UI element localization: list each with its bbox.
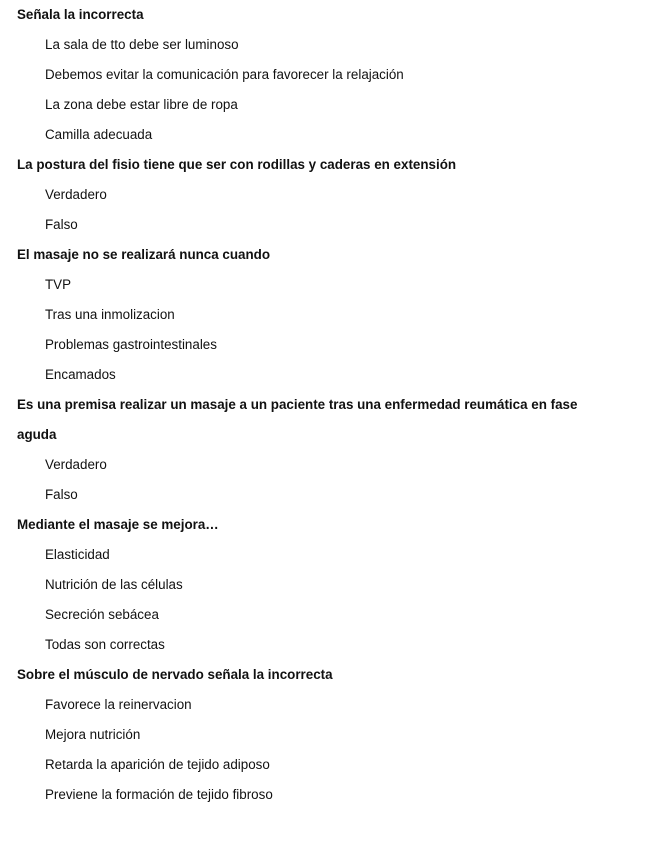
- answer-option: Elasticidad: [45, 547, 110, 562]
- answer-option: La sala de tto debe ser luminoso: [45, 37, 239, 52]
- question-3: [0, 240, 646, 390]
- answer-option: Falso: [45, 487, 78, 502]
- answer-option: Tras una inmolizacion: [45, 307, 175, 322]
- answer-option: Debemos evitar la comunicación para favorecer la relajación: [45, 67, 404, 82]
- answer-option: Todas son correctas: [45, 637, 165, 652]
- option-list: [0, 180, 646, 240]
- question-text: Señala la incorrecta: [17, 7, 144, 22]
- answer-option: Favorece la reinervacion: [45, 697, 192, 712]
- option-list: [0, 690, 646, 810]
- answer-option: Falso: [45, 217, 78, 232]
- question-2: [0, 150, 646, 240]
- answer-option: Camilla adecuada: [45, 127, 153, 142]
- option-list: [0, 540, 646, 660]
- question-text: Sobre el músculo de nervado señala la incorrecta: [17, 667, 333, 682]
- question-text: El masaje no se realizará nunca cuando: [17, 247, 271, 262]
- answer-option: Secreción sebácea: [45, 607, 159, 622]
- answer-option: TVP: [45, 277, 72, 292]
- option-list: [0, 450, 646, 510]
- answer-option: Verdadero: [45, 457, 107, 472]
- option-list: [0, 270, 646, 390]
- question-1: [0, 0, 646, 150]
- question-text: La postura del fisio tiene que ser con rodillas y caderas en extensión: [17, 157, 457, 172]
- answer-option: Problemas gastrointestinales: [45, 337, 217, 352]
- answer-option: Encamados: [45, 367, 116, 382]
- option-list: [0, 30, 646, 150]
- answer-option: La zona debe estar libre de ropa: [45, 97, 238, 112]
- answer-option: Verdadero: [45, 187, 107, 202]
- answer-option: Mejora nutrición: [45, 727, 141, 742]
- question-4: [0, 390, 646, 510]
- answer-option: Retarda la aparición de tejido adiposo: [45, 757, 270, 772]
- question-5: [0, 510, 646, 660]
- question-text: Es una premisa realizar un masaje a un paciente tras una enfermedad reumática en fase aguda: [17, 397, 578, 442]
- question-text: Mediante el masaje se mejora…: [17, 517, 219, 532]
- question-6: [0, 660, 646, 810]
- answer-option: Nutrición de las células: [45, 577, 183, 592]
- answer-option: Previene la formación de tejido fibroso: [45, 787, 273, 802]
